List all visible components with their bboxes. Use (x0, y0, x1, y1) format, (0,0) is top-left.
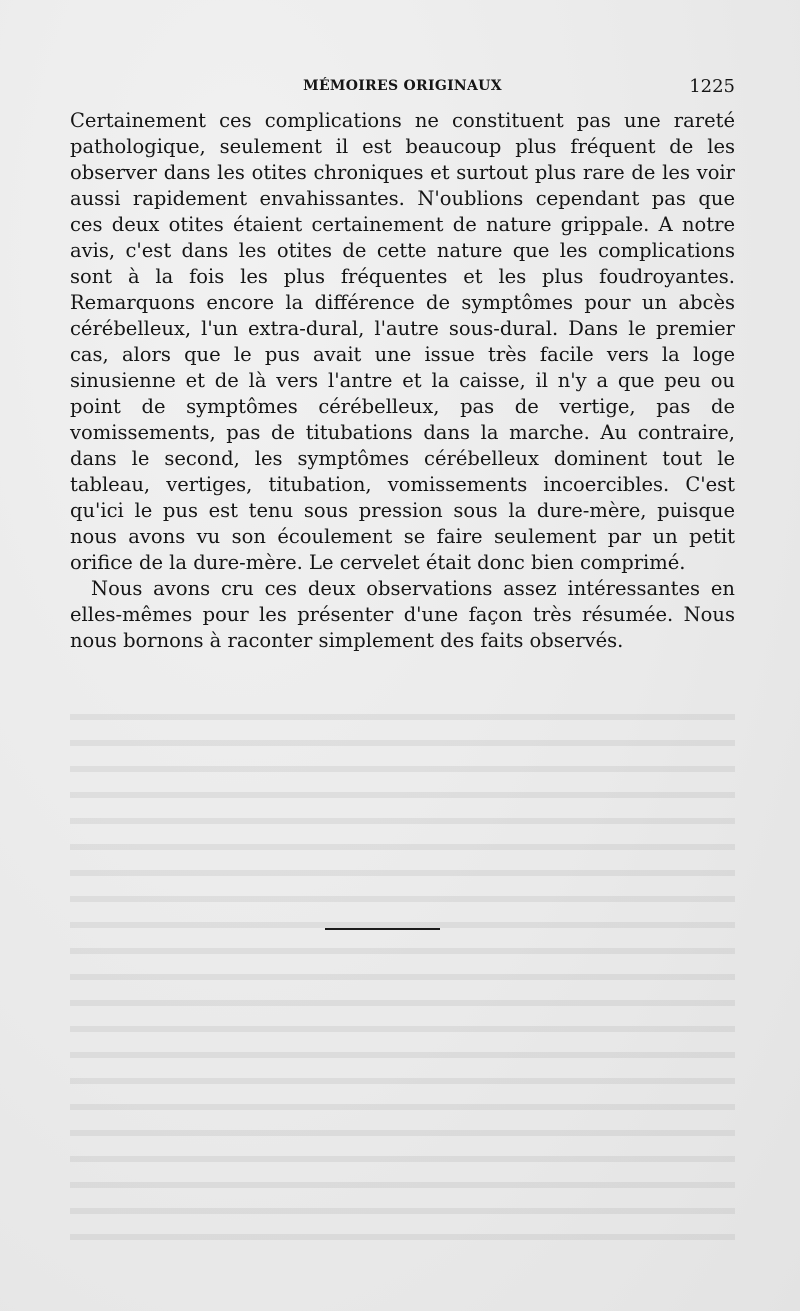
bleed-through-texture (70, 700, 735, 1260)
running-head: MÉMOIRES ORIGINAUX (303, 78, 502, 94)
page-number: 1225 (689, 76, 735, 97)
page-header (70, 76, 735, 98)
body-text (70, 108, 735, 654)
paragraph-conclusion: Nous avons cru ces deux observations assez intéressantes en elles-mêmes pour les présenter d'une façon très résumée. Nous nous bornons à raconter simplement des faits observés. (70, 577, 735, 652)
section-end-rule (325, 928, 440, 930)
paragraph-complications: Certainement ces complications ne constituent pas une rareté pathologique, seulement il est beaucoup plus fréquent de les observer dans les otites chroniques et surtout plus rare de les voir aussi rapidement envahissantes. N'oublions cependant pas que ces deux otites étaient certainement de nature grippale. A notre avis, c'est dans les otites de cette nature que les complications sont à la fois les plus fréquentes et les plus foudroyantes. Remarquons encore la différence de symptômes pour un abcès cérébelleux, l'un extra-dural, l'autre sous-dural. Dans le premier cas, alors que le pus avait une issue très facile vers la loge sinusienne et de là vers l'antre et la caisse, il n'y a que peu ou point de symptômes cérébelleux, pas de vertige, pas de vomissements, pas de titubations dans la marche. Au contraire, dans le second, les symptômes cérébelleux dominent tout le tableau, vertiges, titubation, vomissements incoercibles. C'est qu'ici le pus est tenu sous pression sous la dure-mère, puisque nous avons vu son écoulement se faire seulement par un petit orifice de la dure-mère. Le cervelet était donc bien comprimé. (70, 109, 735, 574)
